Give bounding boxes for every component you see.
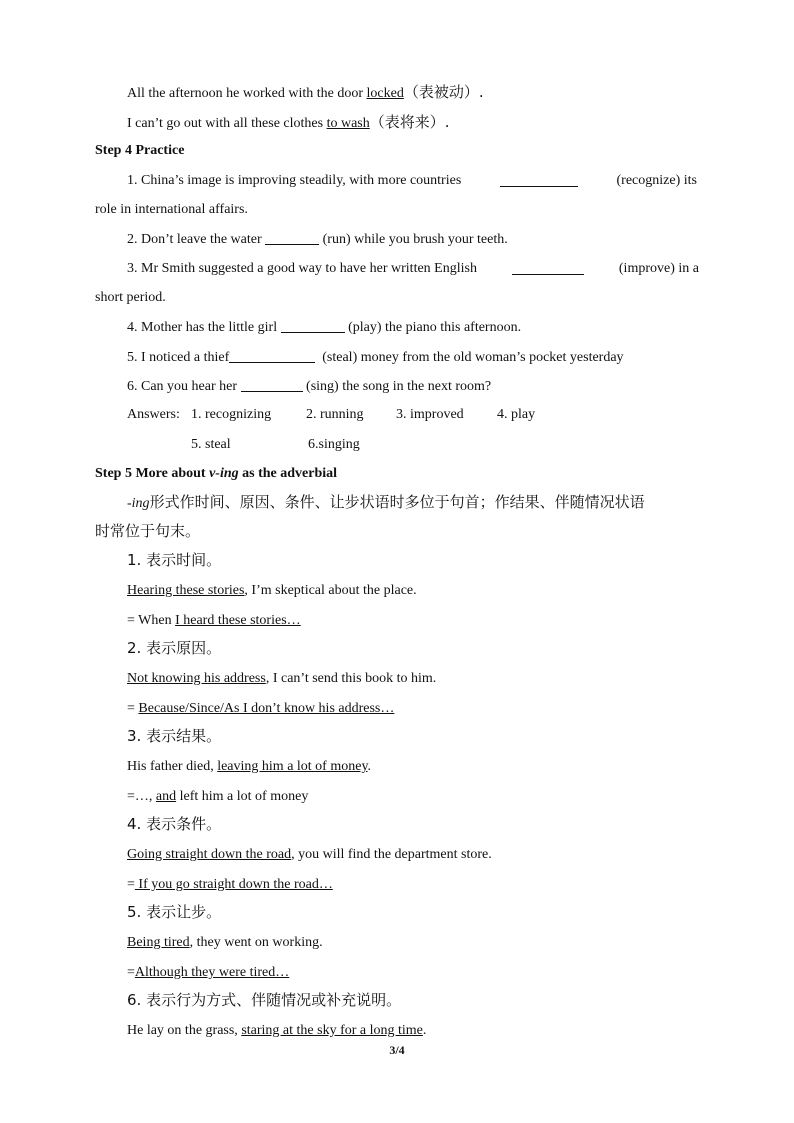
text: = When	[127, 613, 176, 628]
practice-q6	[127, 377, 491, 396]
text: .	[422, 1023, 427, 1038]
text: =…,	[127, 789, 156, 804]
text: 4. Mother has the little girl	[127, 320, 278, 335]
text: 5. I noticed a thief	[127, 350, 230, 365]
usage-title-6: 6. 表示行为方式、伴随情况或补充说明。	[127, 991, 402, 1009]
practice-q2	[127, 230, 508, 249]
blank-1	[500, 172, 578, 187]
underlined-phrase: If you go straight down the road…	[134, 877, 333, 892]
text: (steal) money from the old woman’s pocket yesterday	[322, 350, 624, 365]
underlined-phrase: staring at the sky for a long time	[241, 1023, 423, 1038]
underlined-phrase: Because/Since/As I don’t know his address…	[138, 701, 395, 716]
answer-6: 6.singing	[308, 437, 360, 452]
usage-title-5: 5. 表示让步。	[127, 903, 222, 921]
example-1	[127, 582, 417, 600]
step4-heading: Step 4 Practice	[95, 143, 185, 158]
text: He lay on the grass,	[127, 1023, 242, 1038]
blank-4	[281, 318, 345, 333]
usage-title-3: 3. 表示结果。	[127, 727, 222, 745]
practice-q1-cont: role in international affairs.	[95, 202, 248, 217]
page-number: 3/4	[389, 1043, 405, 1057]
rewrite-4	[127, 876, 333, 894]
rewrite-1	[127, 612, 301, 630]
text: (improve) in a	[618, 261, 699, 276]
answers-label: Answers:	[127, 407, 180, 422]
text: 3. Mr Smith suggested a good way to have her written English	[127, 261, 477, 276]
answer-1: 1. recognizing	[191, 407, 272, 422]
underlined-phrase: Although they were tired…	[134, 965, 290, 980]
step5-heading	[95, 465, 337, 483]
rewrite-5	[127, 964, 289, 982]
underlined-phrase: and	[155, 789, 177, 804]
step5-desc-line-2: 时常位于句末。	[95, 522, 201, 540]
usage-title-1: 1. 表示时间。	[127, 551, 222, 569]
emphasis: -ing	[127, 496, 150, 511]
example-4	[127, 846, 492, 864]
blank-3	[512, 260, 584, 275]
text: =	[127, 877, 135, 892]
text: （表将来）.	[369, 113, 450, 131]
emphasis: v-ing	[209, 466, 239, 481]
text: as the adverbial	[238, 466, 338, 481]
text: , they went on working.	[189, 935, 323, 950]
text: （表被动）.	[403, 83, 484, 101]
text: =	[127, 701, 139, 716]
usage-title-4: 4. 表示条件。	[127, 815, 222, 833]
answer-2: 2. running	[306, 407, 364, 422]
text: 2. Don’t leave the water	[127, 232, 262, 247]
text: , I’m skeptical about the place.	[244, 583, 417, 598]
underlined-phrase: Going straight down the road	[127, 847, 292, 862]
underlined-phrase: Being tired	[127, 935, 190, 950]
text: =	[127, 965, 135, 980]
text: , I can’t send this book to him.	[265, 671, 437, 686]
text: left him a lot of money	[176, 789, 309, 804]
rewrite-3	[127, 788, 308, 806]
text: 6. Can you hear her	[127, 379, 238, 394]
underlined-phrase: Not knowing his address	[127, 671, 266, 686]
text: , you will find the department store.	[291, 847, 492, 862]
text: (play) the piano this afternoon.	[348, 320, 522, 335]
practice-q4	[127, 318, 521, 337]
text: Step 5 More about	[95, 466, 210, 481]
text: (recognize) its	[616, 173, 697, 188]
example-5	[127, 934, 323, 952]
text: (sing) the song in the next room?	[306, 379, 492, 394]
underlined-phrase: to wash	[326, 116, 370, 131]
answer-3: 3. improved	[396, 407, 464, 422]
practice-q3	[127, 260, 699, 278]
example-2	[127, 670, 436, 688]
text: 1. China’s image is improving steadily, with more countries	[127, 173, 462, 188]
text: I can’t go out with all these clothes	[127, 116, 327, 131]
underlined-phrase: Hearing these stories	[127, 583, 245, 598]
step5-desc-line-1	[127, 493, 645, 513]
blank-6	[241, 377, 303, 392]
text: .	[367, 759, 372, 774]
example-6	[127, 1022, 426, 1040]
rewrite-2	[127, 700, 394, 718]
answer-4: 4. play	[497, 407, 536, 422]
practice-q1	[127, 172, 697, 190]
blank-2	[265, 230, 319, 245]
underlined-phrase: leaving him a lot of money	[217, 759, 368, 774]
text: (run) while you brush your teeth.	[322, 232, 508, 247]
answer-5: 5. steal	[191, 437, 231, 452]
usage-title-2: 2. 表示原因。	[127, 639, 222, 657]
text: All the afternoon he worked with the door	[127, 86, 367, 101]
example-3	[127, 758, 371, 776]
blank-5	[229, 348, 315, 363]
practice-q5	[127, 348, 624, 367]
text: 形式作时间、原因、条件、让步状语时多位于句首；作结果、伴随情况状语	[149, 493, 645, 511]
text: His father died,	[127, 759, 218, 774]
intro-sentence-2	[127, 113, 450, 133]
intro-sentence-1	[127, 83, 484, 103]
practice-q3-cont: short period.	[95, 290, 166, 305]
underlined-phrase: locked	[366, 86, 404, 101]
underlined-phrase: I heard these stories…	[175, 613, 301, 628]
